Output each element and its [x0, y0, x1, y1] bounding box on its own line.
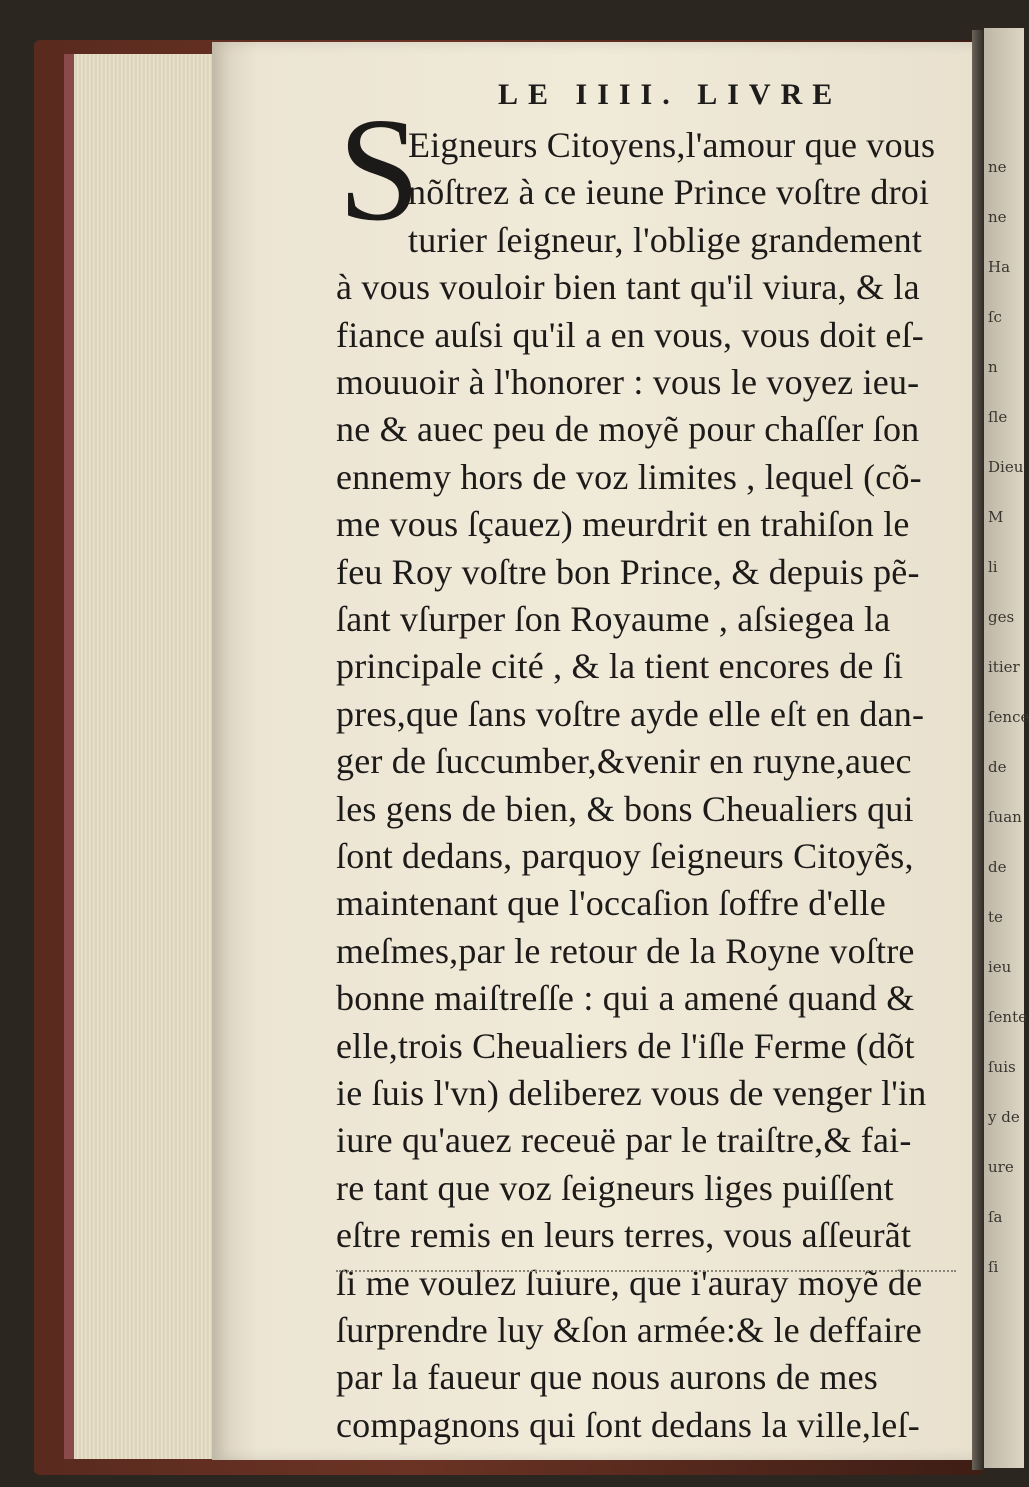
facing-page-fragment: n: [988, 358, 998, 376]
text-line: re tant que voz ſeigneurs liges puiſſent: [336, 1167, 894, 1208]
facing-page-fragment: Ha: [988, 258, 1011, 276]
text-line: ennemy hors de voz limites , lequel (cõ-: [336, 456, 922, 497]
facing-page-fragment: ne: [988, 158, 1007, 176]
facing-page-fragment: ure: [988, 1158, 1014, 1176]
facing-page-fragment: ſence: [988, 708, 1029, 726]
text-line: ſurprendre luy &ſon armée:& le deffaire: [336, 1310, 922, 1350]
page-block-edges: [64, 54, 234, 1459]
facing-page-fragment: de: [988, 858, 1007, 876]
facing-page-fragment: ſle: [988, 408, 1008, 426]
text-line: les gens de bien, & bons Cheualiers qui: [336, 788, 914, 829]
facing-page-fragment: ſc: [988, 308, 1002, 326]
facing-page-fragment: itier: [988, 658, 1020, 676]
text-line: Eigneurs Citoyens,l'amour que vous: [408, 125, 936, 165]
text-line: pres,que ſans voſtre ayde elle eſt en dan-: [336, 693, 925, 734]
facing-page-fragment: ſente: [988, 1008, 1027, 1026]
text-line: turier ſeigneur, l'oblige grandement: [408, 219, 923, 260]
text-line: elle,trois Cheualiers de l'iſle Ferme (dõt: [336, 1025, 915, 1066]
facing-page-fragment: ſi: [988, 1258, 999, 1276]
text-line: ſi me voulez ſuiure, que i'auray moyẽ de: [336, 1262, 923, 1303]
text-line: fiance auſsi qu'il a en vous, vous doit eſ-: [336, 314, 924, 355]
text-line: ne & auec peu de moyẽ pour chaſſer ſon: [336, 409, 920, 450]
text-line: maintenant que l'occaſion ſoffre d'elle: [336, 883, 886, 924]
facing-page-fragment: de: [988, 758, 1007, 776]
facing-page-fragment: li: [988, 558, 998, 576]
text-line: par la faueur que nous aurons de mes: [336, 1357, 879, 1398]
text-line: compagnons qui ſont dedans la ville,leſ-: [336, 1404, 920, 1445]
drop-cap: S: [338, 88, 421, 252]
text-line: feu Roy voſtre bon Prince, & depuis pẽ-: [336, 551, 920, 592]
text-line: ſant vſurper ſon Royaume , aſsiegea la: [336, 599, 891, 639]
text-line: eſtre remis en leurs terres, vous aſſeurãt: [336, 1215, 912, 1256]
facing-page-fragment: y de: [988, 1108, 1020, 1126]
text-line: ger de ſuccumber,&venir en ruyne,auec: [336, 741, 912, 782]
text-line: meſmes,par le retour de la Royne voſtre: [336, 930, 915, 971]
text-line: bonne maiſtreſſe : qui a amené quand &: [336, 978, 915, 1019]
text-line: nõſtrez à ce ieune Prince voſtre droi: [408, 172, 930, 213]
text-line: mouuoir à l'honorer : vous le voyez ieu-: [336, 362, 920, 402]
facing-page-fragment: ſa: [988, 1208, 1003, 1226]
facing-page-fragment: M: [988, 508, 1004, 526]
facing-page-fragment: ieu: [988, 958, 1012, 976]
facing-page-fragment: Dieu: [988, 458, 1024, 476]
text-line: ie ſuis l'vn) deliberez vous de venger l'in: [336, 1073, 927, 1113]
facing-page-fragment: ſuis: [988, 1058, 1016, 1076]
text-line: ſont dedans, parquoy ſeigneurs Citoyẽs,: [336, 836, 914, 876]
facing-page-fragment: ges: [988, 608, 1015, 626]
facing-page-fragment: te: [988, 908, 1003, 926]
footer-rule: [336, 1270, 956, 1274]
text-line: principale cité , & la tient encores de ſi: [336, 646, 904, 687]
book-gutter: [972, 30, 984, 1470]
running-head: LE IIII. LIVRE: [498, 78, 843, 111]
facing-page-fragment: ne: [988, 208, 1007, 226]
text-line: me vous ſçauez) meurdrit en trahiſon le: [336, 504, 910, 545]
facing-page-edge: [984, 28, 1029, 1468]
facing-page-fragment: ſuan: [988, 808, 1022, 826]
text-line: iure qu'auez receuë par le traiſtre,& fai-: [336, 1120, 912, 1161]
text-line: à vous vouloir bien tant qu'il viura, & la: [336, 267, 920, 308]
